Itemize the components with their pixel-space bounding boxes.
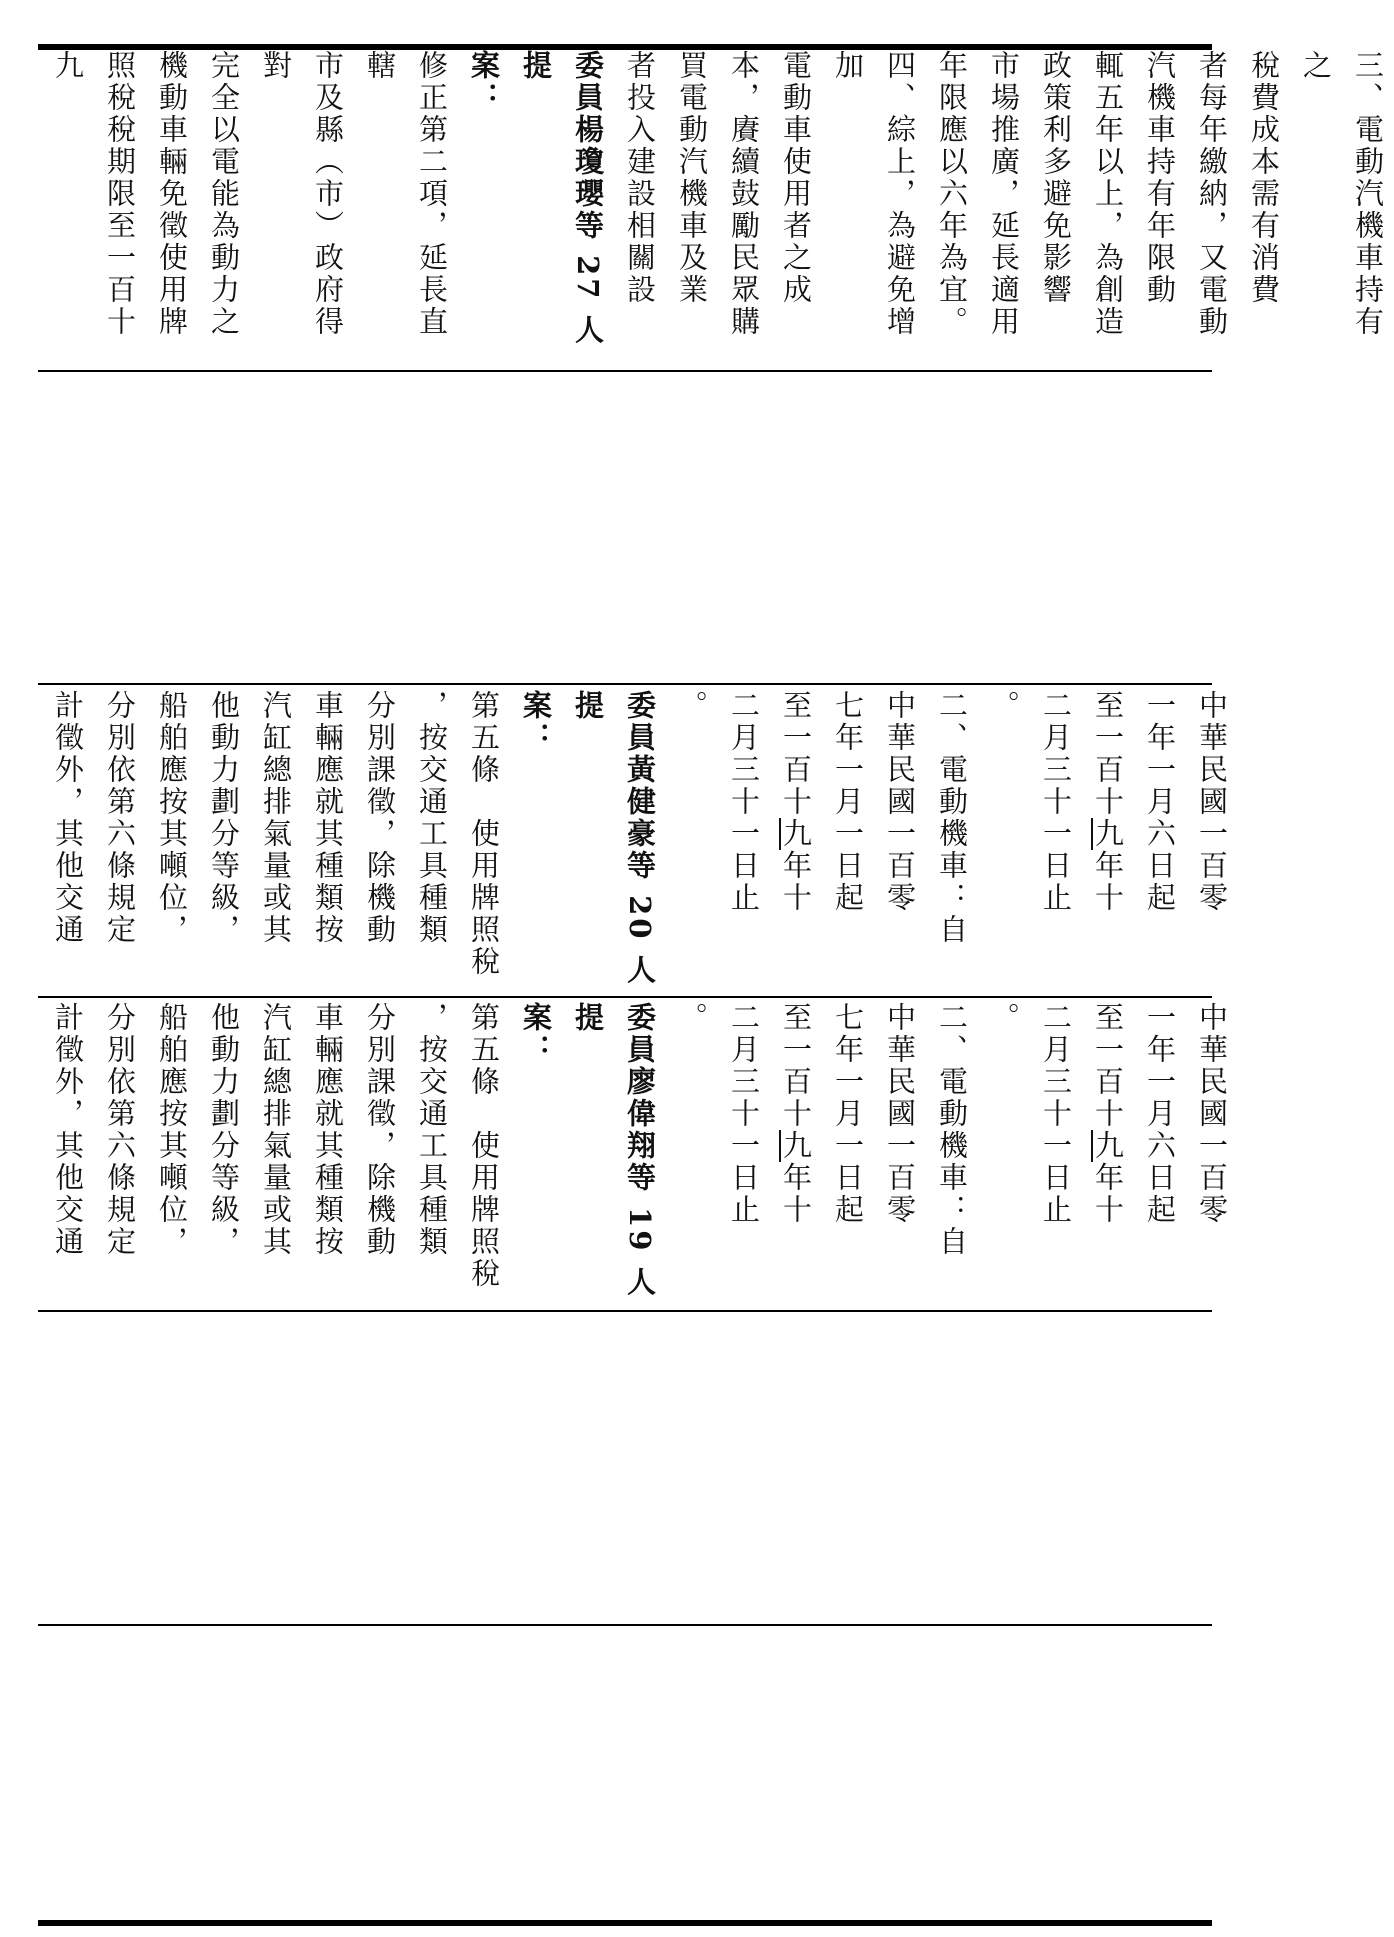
text-line: 分別依第六條規定 [103, 1002, 137, 1258]
text-line: 輒五年以上，為創造 [1091, 50, 1125, 338]
text-line: 。 [675, 1002, 709, 1034]
text-line: 四、綜上，為避免增加 [831, 50, 917, 338]
row-4-cell [42, 1002, 1229, 1308]
proposal-label: 案： [519, 690, 553, 754]
text-line: 汽機車持有年限動 [1143, 50, 1177, 306]
text-line: 本，賡續鼓勵民眾購 [727, 50, 761, 338]
text-line: 年限應以六年為宜。 [935, 50, 969, 338]
text-line: 分別課徵，除機動 [363, 1002, 397, 1258]
text-line: 計徵外，其他交通 [51, 690, 85, 946]
text-line: 分別課徵，除機動 [363, 690, 397, 946]
text-line: 者投入建設相關設 [623, 50, 657, 306]
text-line: 完全以電能為動力之 [207, 50, 241, 338]
text-line: 政策利多避免影響 [1039, 50, 1073, 306]
row-divider [38, 370, 1212, 372]
text-line: 者每年繳納，又電動 [1195, 50, 1229, 338]
text-line: 至一百十九年十 [779, 690, 813, 914]
text-line: 二月三十一日止 [1039, 690, 1073, 914]
text-line: 買電動汽機車及業 [675, 50, 709, 306]
proposal-label: 案： [519, 1002, 553, 1066]
text-line: 稅費成本需有消費 [1247, 50, 1281, 306]
text-line: 市場推廣，延長適用 [987, 50, 1021, 338]
text-line: 一年一月六日起 [1143, 690, 1177, 914]
text-line: ，按交通工具種類 [415, 1002, 449, 1258]
text-line: 二、電動機車：自 [935, 1002, 969, 1258]
text-line: 二、電動機車：自 [935, 690, 969, 946]
proposer-heading: 委員楊瓊瓔等 27 人提 [519, 50, 605, 347]
text-line: 中華民國一百零 [883, 690, 917, 914]
row-1-text [42, 50, 1394, 368]
text-line: 至一百十九年十 [779, 1002, 813, 1226]
text-line: 中華民國一百零 [1195, 1002, 1229, 1226]
text-line: 車輛應就其種類按 [311, 690, 345, 946]
row-1-cell [42, 50, 1385, 368]
proposer-heading: 委員廖偉翔等 19 人提 [571, 1002, 657, 1299]
text-line: 一年一月六日起 [1143, 1002, 1177, 1226]
text-line: 他動力劃分等級， [207, 690, 241, 946]
text-line: 至一百十九年十 [1091, 1002, 1125, 1226]
row-divider [38, 996, 1212, 998]
text-line: 。 [987, 1002, 1021, 1034]
text-line: 汽缸總排氣量或其 [259, 1002, 293, 1258]
row-divider [38, 1624, 1212, 1626]
row-divider [38, 683, 1212, 685]
proposer-heading: 委員黃健豪等 20 人提 [571, 690, 657, 987]
row-divider [38, 1310, 1212, 1312]
text-line: 修正第二項，延長直轄 [363, 50, 449, 338]
text-line: ，按交通工具種類 [415, 690, 449, 946]
text-line: 三、電動汽機車持有之 [1299, 50, 1385, 338]
bottom-rule [38, 1920, 1212, 1926]
text-line: 第五條 使用牌照稅 [467, 690, 501, 978]
text-line: 照稅稅期限至一百十九 [51, 50, 137, 338]
text-line: 汽缸總排氣量或其 [259, 690, 293, 946]
text-line: 電動車使用者之成 [779, 50, 813, 306]
text-line: 他動力劃分等級， [207, 1002, 241, 1258]
text-line: 至一百十九年十 [1091, 690, 1125, 914]
row-4-text [42, 1002, 1238, 1308]
text-line: 車輛應就其種類按 [311, 1002, 345, 1258]
text-line: 。 [987, 690, 1021, 722]
text-line: 中華民國一百零 [1195, 690, 1229, 914]
proposal-label: 案： [467, 50, 501, 114]
text-line: 機動車輛免徵使用牌 [155, 50, 189, 338]
text-line: 二月三十一日止 [727, 1002, 761, 1226]
text-line: 七年一月一日起 [831, 690, 865, 914]
text-line: 中華民國一百零 [883, 1002, 917, 1226]
text-line: 。 [675, 690, 709, 722]
text-line: 計徵外，其他交通 [51, 1002, 85, 1258]
text-line: 船舶應按其噸位， [155, 690, 189, 946]
text-line: 二月三十一日止 [727, 690, 761, 914]
text-line: 船舶應按其噸位， [155, 1002, 189, 1258]
text-line: 二月三十一日止 [1039, 1002, 1073, 1226]
text-line: 分別依第六條規定 [103, 690, 137, 946]
text-line: 七年一月一日起 [831, 1002, 865, 1226]
row-3-text [42, 690, 1238, 994]
text-line: 市及縣（市）政府得對 [259, 50, 345, 338]
row-3-cell [42, 690, 1229, 994]
text-line: 第五條 使用牌照稅 [467, 1002, 501, 1290]
